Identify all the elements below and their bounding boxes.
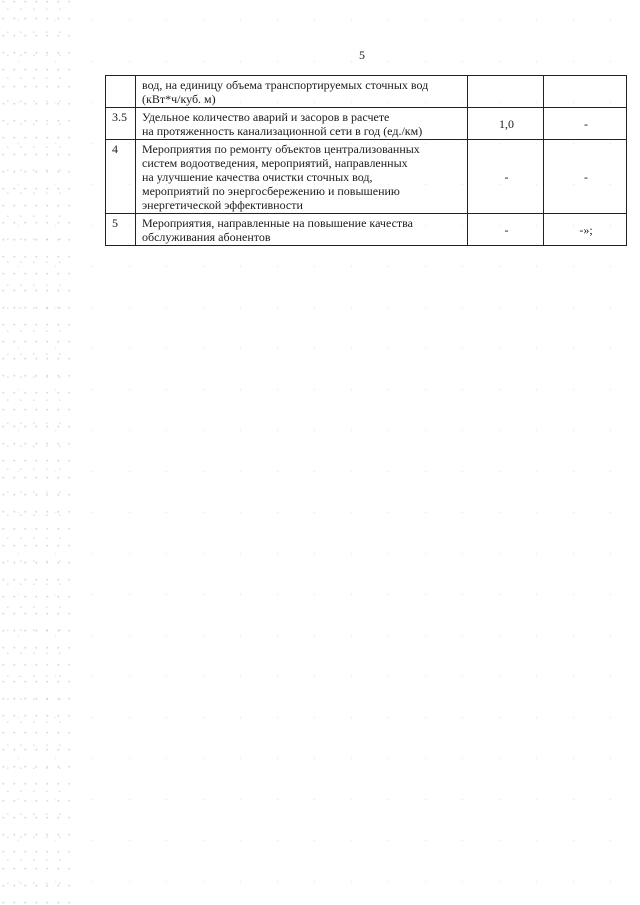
description-line: на протяженность канализационной сети в год (ед./км) (142, 124, 423, 138)
description-line: Мероприятия, направленные на повышение качества (142, 216, 413, 230)
indicators-table (105, 75, 627, 246)
row-value-2 (544, 76, 627, 108)
table-row (106, 140, 627, 214)
description-line: (кВт*ч/куб. м) (142, 92, 216, 106)
description-line: вод, на единицу объема транспортируемых сточных вод (142, 78, 429, 92)
row-value-1: 1,0 (468, 108, 544, 140)
row-description (136, 108, 468, 140)
row-number (106, 76, 136, 108)
row-value-1 (468, 76, 544, 108)
page-number: 5 (359, 48, 365, 62)
description-line: мероприятий по энергосбережению и повышению (142, 184, 400, 198)
row-number: 5 (106, 214, 136, 246)
description-line: Мероприятия по ремонту объектов централизованных (142, 142, 420, 156)
row-value-2: -»; (544, 214, 627, 246)
row-number: 3.5 (106, 108, 136, 140)
row-value-2: - (544, 140, 627, 214)
row-value-1: - (468, 214, 544, 246)
row-description (136, 76, 468, 108)
row-value-1: - (468, 140, 544, 214)
table-row (106, 76, 627, 108)
description-line: Удельное количество аварий и засоров в расчете (142, 110, 390, 124)
row-number: 4 (106, 140, 136, 214)
description-line: систем водоотведения, мероприятий, направленных (142, 156, 408, 170)
row-value-2: - (544, 108, 627, 140)
description-line: обслуживания абонентов (142, 230, 271, 244)
description-line: энергетической эффективности (142, 198, 303, 212)
table-row (106, 108, 627, 140)
row-description (136, 214, 468, 246)
description-line: на улучшение качества очистки сточных вод, (142, 170, 373, 184)
row-description (136, 140, 468, 214)
table-row (106, 214, 627, 246)
